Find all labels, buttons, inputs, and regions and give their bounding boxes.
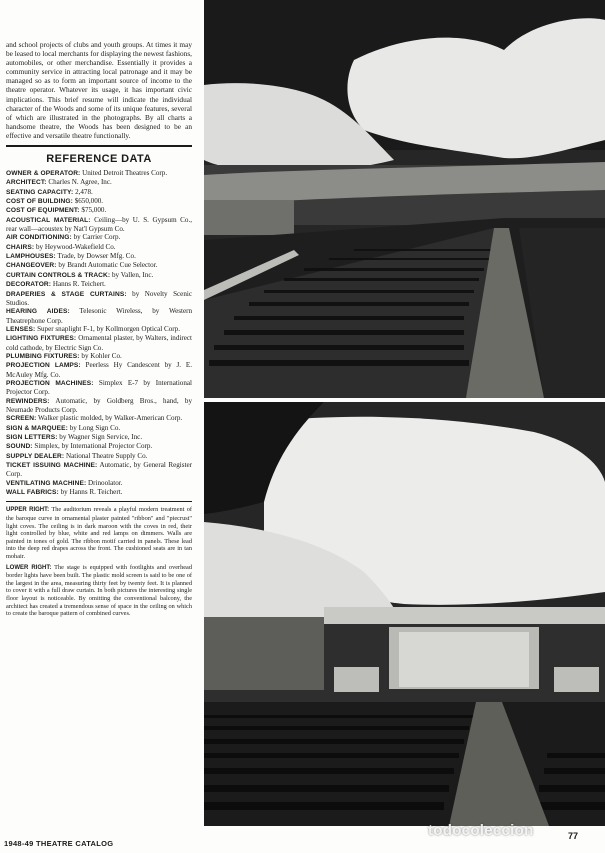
reference-item-label: ARCHITECT: <box>6 179 47 187</box>
reference-item-label: COST OF EQUIPMENT: <box>6 207 80 215</box>
reference-item <box>6 334 192 352</box>
text-column <box>6 40 192 621</box>
reference-item <box>6 233 192 242</box>
reference-item-value: Automatic, by General Register Corp. <box>6 461 192 479</box>
reference-item-value: $75,000. <box>81 206 107 215</box>
reference-item-label: CHAIRS: <box>6 243 35 251</box>
reference-item-value: Simplex, by International Projector Corp. <box>34 442 153 451</box>
reference-item-value: Peerless Hy Candescent by J. E. McAuley Mfg. Co. <box>6 361 192 379</box>
reference-item-label: COST OF BUILDING: <box>6 198 73 206</box>
reference-item <box>6 424 192 433</box>
reference-item-value: Drinoolator. <box>88 478 123 487</box>
reference-item-label: LAMPHOUSES: <box>6 253 56 261</box>
caption-label: LOWER RIGHT: <box>6 564 52 571</box>
reference-item-label: ACOUSTICAL MATERIAL: <box>6 216 91 224</box>
reference-item-label: TICKET ISSUING MACHINE: <box>6 462 98 470</box>
page-footer: 1948-49 THEATRE CATALOG <box>4 839 114 848</box>
reference-item-label: VENTILATING MACHINE: <box>6 479 87 487</box>
caption <box>6 506 192 560</box>
reference-item-label: SIGN & MARQUEE: <box>6 424 68 432</box>
reference-item-value: National Theatre Supply Co. <box>65 451 148 460</box>
reference-item-label: SEATING CAPACITY: <box>6 188 74 196</box>
intro-paragraph: and school projects of clubs and youth groups. At times it may be leased to local merchants for displaying the newest fashions, automobiles, or other merchandise. Essentially it provides a community service in attracting local patronage and it may be managed so as to form an important source of income to the theatre operator. Whatever its usage, it has important civic implications. This brief resume will indicate the individual character of the Woods and some of its unique features, several of which are illustrated in the photographs. By all charts a handsome theatre, the Woods has been designed to be an effective and versatile theatre functionally. <box>6 40 192 140</box>
reference-item-value: Simplex E-7 by International Projector Corp. <box>6 378 193 397</box>
reference-item-label: SUPPLY DEALER: <box>6 452 65 460</box>
reference-item <box>6 325 192 334</box>
reference-item-value: by Long Sign Co. <box>69 423 121 432</box>
reference-item-label: SCREEN: <box>6 415 37 423</box>
reference-item-value: Automatic, by Goldberg Bros., hand, by Neumade Products Corp. <box>6 396 192 414</box>
reference-item <box>6 452 192 461</box>
reference-item-value: by Wagner Sign Service, Inc. <box>59 433 143 441</box>
reference-item <box>6 488 192 497</box>
divider <box>6 501 192 502</box>
reference-item <box>6 197 192 206</box>
reference-item <box>6 442 192 451</box>
reference-item-value: by Vallen, Inc. <box>112 270 154 279</box>
reference-item <box>6 461 192 479</box>
reference-item <box>6 280 192 289</box>
reference-item <box>6 433 192 442</box>
reference-item <box>6 206 192 215</box>
reference-item <box>6 216 192 234</box>
photo-captions <box>6 506 192 617</box>
auditorium-photo-upper <box>204 0 605 398</box>
reference-item-label: LIGHTING FIXTURES: <box>6 335 77 343</box>
reference-item-value: Ceiling—by U. S. Gypsum Co., rear wall—acoustex by Nat'l Gypsum Co. <box>6 215 192 234</box>
reference-item-label: CURTAIN CONTROLS & TRACK: <box>6 271 111 279</box>
reference-item-value: Walker plastic molded, by Walker-American Corp. <box>38 414 183 423</box>
reference-item-value: by Heywood-Wakefield Co. <box>35 242 116 251</box>
reference-item <box>6 307 192 325</box>
reference-item-label: PROJECTION MACHINES: <box>6 379 94 387</box>
reference-item-label: AIR CONDITIONING: <box>6 234 72 242</box>
reference-item <box>6 290 192 308</box>
reference-item-label: PROJECTION LAMPS: <box>6 362 81 370</box>
reference-item <box>6 243 192 252</box>
reference-item-label: PLUMBING FIXTURES: <box>6 352 80 360</box>
reference-item-value: $650,000. <box>74 197 104 206</box>
reference-item-value: Telesonic Wireless, by Western Theatrephone Corp. <box>6 307 193 325</box>
caption-text: The auditorium reveals a playful modern treatment of the baroque curve in ornamental plaster painted "ribbon" and "piecrust" light coves. The ceiling is in dark maroon with the coves in red, their light controlled by blue, white and red lamps on dimmers. Walls are painted in tones of gold. The ribbon motif carried in panels. These lead into the deep red drapes across the front. The cushioned seats are in tan mohair. <box>6 506 192 560</box>
page-number: 77 <box>568 831 579 841</box>
reference-item-label: SOUND: <box>6 443 33 451</box>
caption-text: The stage is equipped with footlights and overhead border lights have been built. The plastic mold screen is said to be one of the largest in the area, measuring thirty feet by twenty feet. It is planned to cover it with a full draw curtain. In both pictures the interesting single floor layout is noticeable. By omitting the conventional balcony, the architect has created a tremendous sense of space in the ceiling on which to create the baroque pattern of combined curves. <box>6 563 193 618</box>
reference-item-value: by Brandt Automatic Cue Selector. <box>58 261 158 270</box>
reference-item <box>6 352 192 361</box>
reference-item <box>6 271 192 280</box>
reference-item-label: REWINDERS: <box>6 397 50 405</box>
reference-item-label: HEARING AIDES: <box>6 308 70 316</box>
reference-item <box>6 479 192 488</box>
reference-item-value: United Detroit Theatres Corp. <box>82 169 168 178</box>
reference-item <box>6 361 192 379</box>
reference-item-label: OWNER & OPERATOR: <box>6 170 81 178</box>
reference-item-value: by Novelty Scenic Studios. <box>6 289 193 307</box>
reference-item <box>6 414 192 423</box>
reference-item-value: by Carrier Corp. <box>73 233 121 242</box>
auditorium-photo-lower <box>204 402 605 826</box>
reference-item-value: by Hanns R. Teichert. <box>60 488 123 497</box>
reference-item-value: Charles N. Agree, Inc. <box>48 178 112 187</box>
caption <box>6 564 192 618</box>
reference-item-label: CHANGEOVER: <box>6 262 57 270</box>
divider <box>6 145 192 147</box>
reference-item <box>6 261 192 270</box>
reference-item-value: Super snaplight F-1, by Kollmorgen Optical Corp. <box>37 324 180 333</box>
caption-label: UPPER RIGHT: <box>6 507 50 514</box>
reference-item-label: DECORATOR: <box>6 281 52 289</box>
reference-item <box>6 188 192 197</box>
reference-item-label: LENSES: <box>6 325 36 333</box>
reference-item <box>6 252 192 261</box>
reference-item-label: WALL FABRICS: <box>6 489 59 497</box>
reference-item-label: SIGN LETTERS: <box>6 434 58 441</box>
reference-list <box>6 169 192 497</box>
watermark-logo: todocoleccion <box>428 822 534 839</box>
reference-title: REFERENCE DATA <box>46 153 152 166</box>
reference-item-value: Trade, by Dowser Mfg. Co. <box>57 252 136 261</box>
reference-item <box>6 379 192 397</box>
reference-item-label: DRAPERIES & STAGE CURTAINS: <box>6 290 127 298</box>
reference-item-value: Ornamental plaster, by Walters, indirect cold cathode, by Electric Sign Co. <box>6 334 192 352</box>
reference-item-value: by Kohler Co. <box>81 351 122 360</box>
reference-item <box>6 178 192 187</box>
reference-item-value: 2,478. <box>75 187 93 196</box>
reference-item <box>6 397 192 415</box>
reference-item <box>6 169 192 178</box>
reference-item-value: Hanns R. Teichert. <box>52 280 106 289</box>
